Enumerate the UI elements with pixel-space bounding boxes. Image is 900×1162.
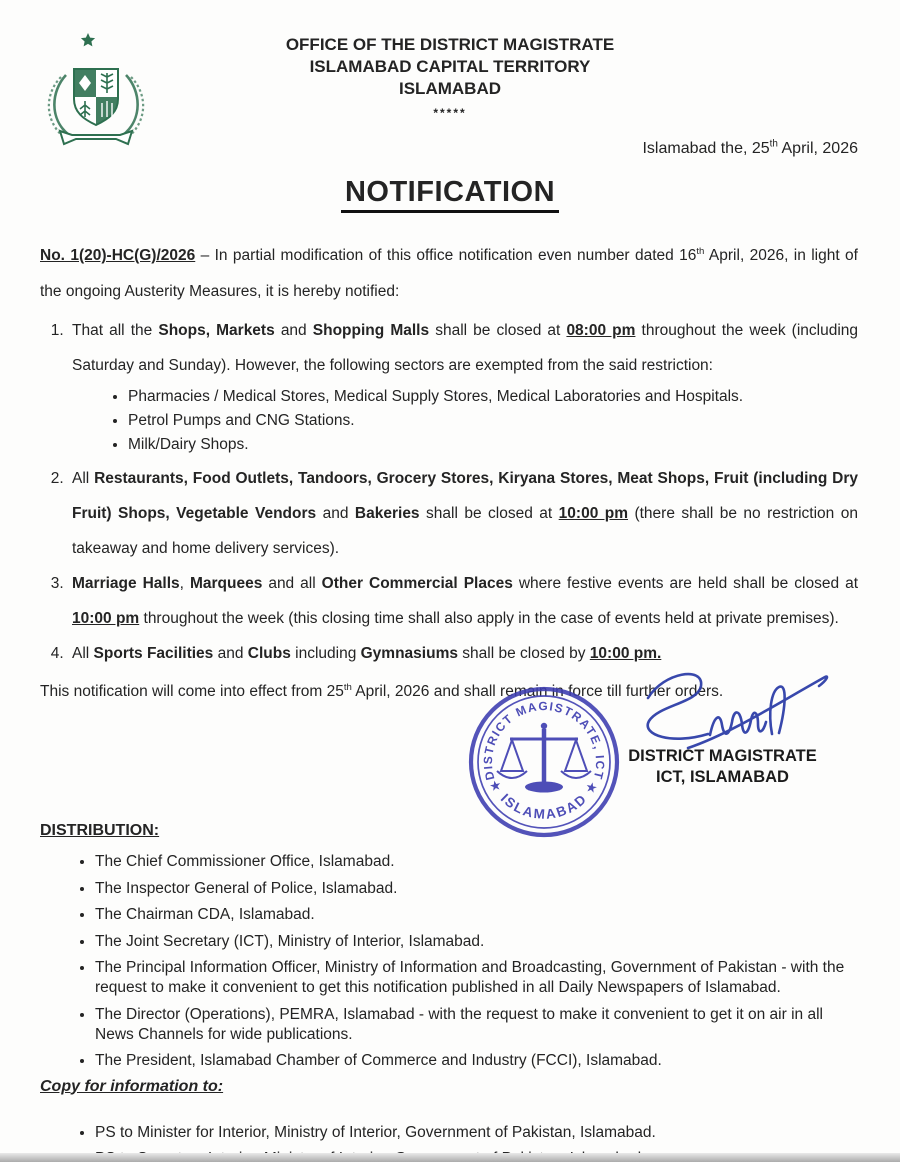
list-item: • The Joint Secretary (ICT), Ministry of Interior, Islamabad. <box>95 932 858 952</box>
notice-item <box>68 461 858 566</box>
text-segment: and <box>213 645 248 662</box>
text-segment: and all <box>262 575 322 592</box>
text-segment: All <box>72 645 94 662</box>
text-segment: th <box>769 138 778 150</box>
text-segment: Gymnasiums <box>360 645 458 662</box>
list-item: • The President, Islamabad Chamber of Commerce and Industry (FCCI), Islamabad. <box>95 1051 858 1071</box>
text-segment: (there shall be no restriction on takeaway and home delivery services). <box>72 505 858 557</box>
scan-edge <box>0 1153 900 1162</box>
list-item: • The Chief Commissioner Office, Islamabad. <box>95 852 858 872</box>
list-item: • The Inspector General of Police, Islamabad. <box>95 879 858 899</box>
text-segment: throughout the week (including Saturday and Sunday). However, the following sectors are exempted from the said restriction: <box>72 322 859 374</box>
text-segment: All <box>72 470 95 487</box>
stamp-top-text: DISTRICT MAGISTRATE, ICT <box>480 699 608 782</box>
text-segment: , <box>179 575 190 592</box>
territory-line: ISLAMABAD CAPITAL TERRITORY <box>309 57 591 76</box>
exempted-sector-item: • Petrol Pumps and CNG Stations. <box>128 409 858 433</box>
text-segment: th <box>696 245 705 257</box>
text-segment: Bakeries <box>354 505 420 522</box>
notice-item <box>68 313 858 457</box>
text-segment: 08:00 pm <box>566 322 636 339</box>
text-segment: No. 1(20)-HC(G)/2026 <box>40 247 196 264</box>
text-segment: April, 2026 <box>777 140 858 157</box>
list-item: • The Chairman CDA, Islamabad. <box>95 905 858 925</box>
text-segment: April, 2026, in light of the ongoing Austerity Measures, it is hereby notified: <box>40 247 858 300</box>
text-segment: shall be closed by <box>457 645 590 662</box>
signature-mark <box>628 664 840 758</box>
text-segment: 10:00 pm <box>72 610 140 627</box>
exempted-sectors-list <box>72 385 858 457</box>
text-segment: Other Commercial Places <box>321 575 513 592</box>
text-segment: shall be closed at <box>429 322 567 339</box>
distribution-heading: DISTRIBUTION: <box>40 822 160 839</box>
copy-info-heading: Copy for information to: <box>40 1077 224 1095</box>
text-segment: where festive events are held shall be closed at <box>512 575 858 592</box>
text-segment: Marquees <box>189 575 263 592</box>
notice-item <box>68 566 858 636</box>
text-segment: Clubs <box>247 645 291 662</box>
stamp-bottom-text: ★ ISLAMABAD ★ <box>486 776 602 822</box>
page-title: NOTIFICATION <box>341 176 559 213</box>
text-segment: Sports Facilities <box>93 645 214 662</box>
text-segment: Shops, Markets <box>158 322 275 339</box>
office-name-line: OFFICE OF THE DISTRICT MAGISTRATE <box>285 35 615 54</box>
city-line: ISLAMABAD <box>399 79 501 98</box>
official-stamp <box>464 682 624 842</box>
text-segment: Islamabad the, 25 <box>642 140 770 157</box>
signer-office: ICT, ISLAMABAD <box>656 768 789 786</box>
title-row <box>0 176 900 213</box>
text-segment: shall be closed at <box>419 505 559 522</box>
text-segment: and <box>316 505 355 522</box>
notice-list <box>40 313 858 671</box>
pakistan-emblem-icon <box>36 24 156 146</box>
separator-stars: ***** <box>433 106 467 120</box>
signer-title: DISTRICT MAGISTRATE <box>628 747 817 765</box>
scales-of-justice-icon <box>497 723 591 793</box>
distribution-list <box>40 852 858 1071</box>
signer-block <box>610 746 835 788</box>
list-item: • The Director (Operations), PEMRA, Islamabad - with the request to make it convenient to get it on air in all News Channels for wide publications. <box>95 1005 858 1045</box>
intro-paragraph <box>40 238 858 310</box>
text-segment: Shopping Malls <box>312 322 430 339</box>
text-segment: Restaurants, Food Outlets, Tandoors, Grocery Stores, Kiryana Stores, Meat Shops, Fruit (including Dry Fruit) Shops, Vegetable Vendors <box>72 470 858 522</box>
list-item: • PS to Minister for Interior, Ministry of Interior, Government of Pakistan, Islamabad. <box>95 1123 858 1143</box>
text-segment: including <box>290 645 361 662</box>
text-segment: 10:00 pm <box>558 505 629 522</box>
list-item: • The Principal Information Officer, Ministry of Information and Broadcasting, Government of Pakistan - with the request to make it convenient to get this notification published in all Daily Newspapers of Islamabad. <box>95 958 858 998</box>
text-segment: This notification will come into effect from 25 <box>40 683 344 700</box>
text-segment: 10:00 pm. <box>589 645 662 662</box>
exempted-sector-item: • Milk/Dairy Shops. <box>128 433 858 457</box>
text-segment: th <box>343 681 352 693</box>
text-segment: – In partial modification of this office notification even number dated 16 <box>195 247 697 264</box>
text-segment: That all the <box>72 322 159 339</box>
text-segment: and <box>274 322 313 339</box>
exempted-sector-item: • Pharmacies / Medical Stores, Medical Supply Stores, Medical Laboratories and Hospitals. <box>128 385 858 409</box>
text-segment: April, 2026 and shall remain in force till further orders. <box>351 683 724 700</box>
text-segment: Marriage Halls <box>72 575 180 592</box>
text-segment: throughout the week (this closing time shall also apply in the case of events held at private premises). <box>139 610 839 627</box>
